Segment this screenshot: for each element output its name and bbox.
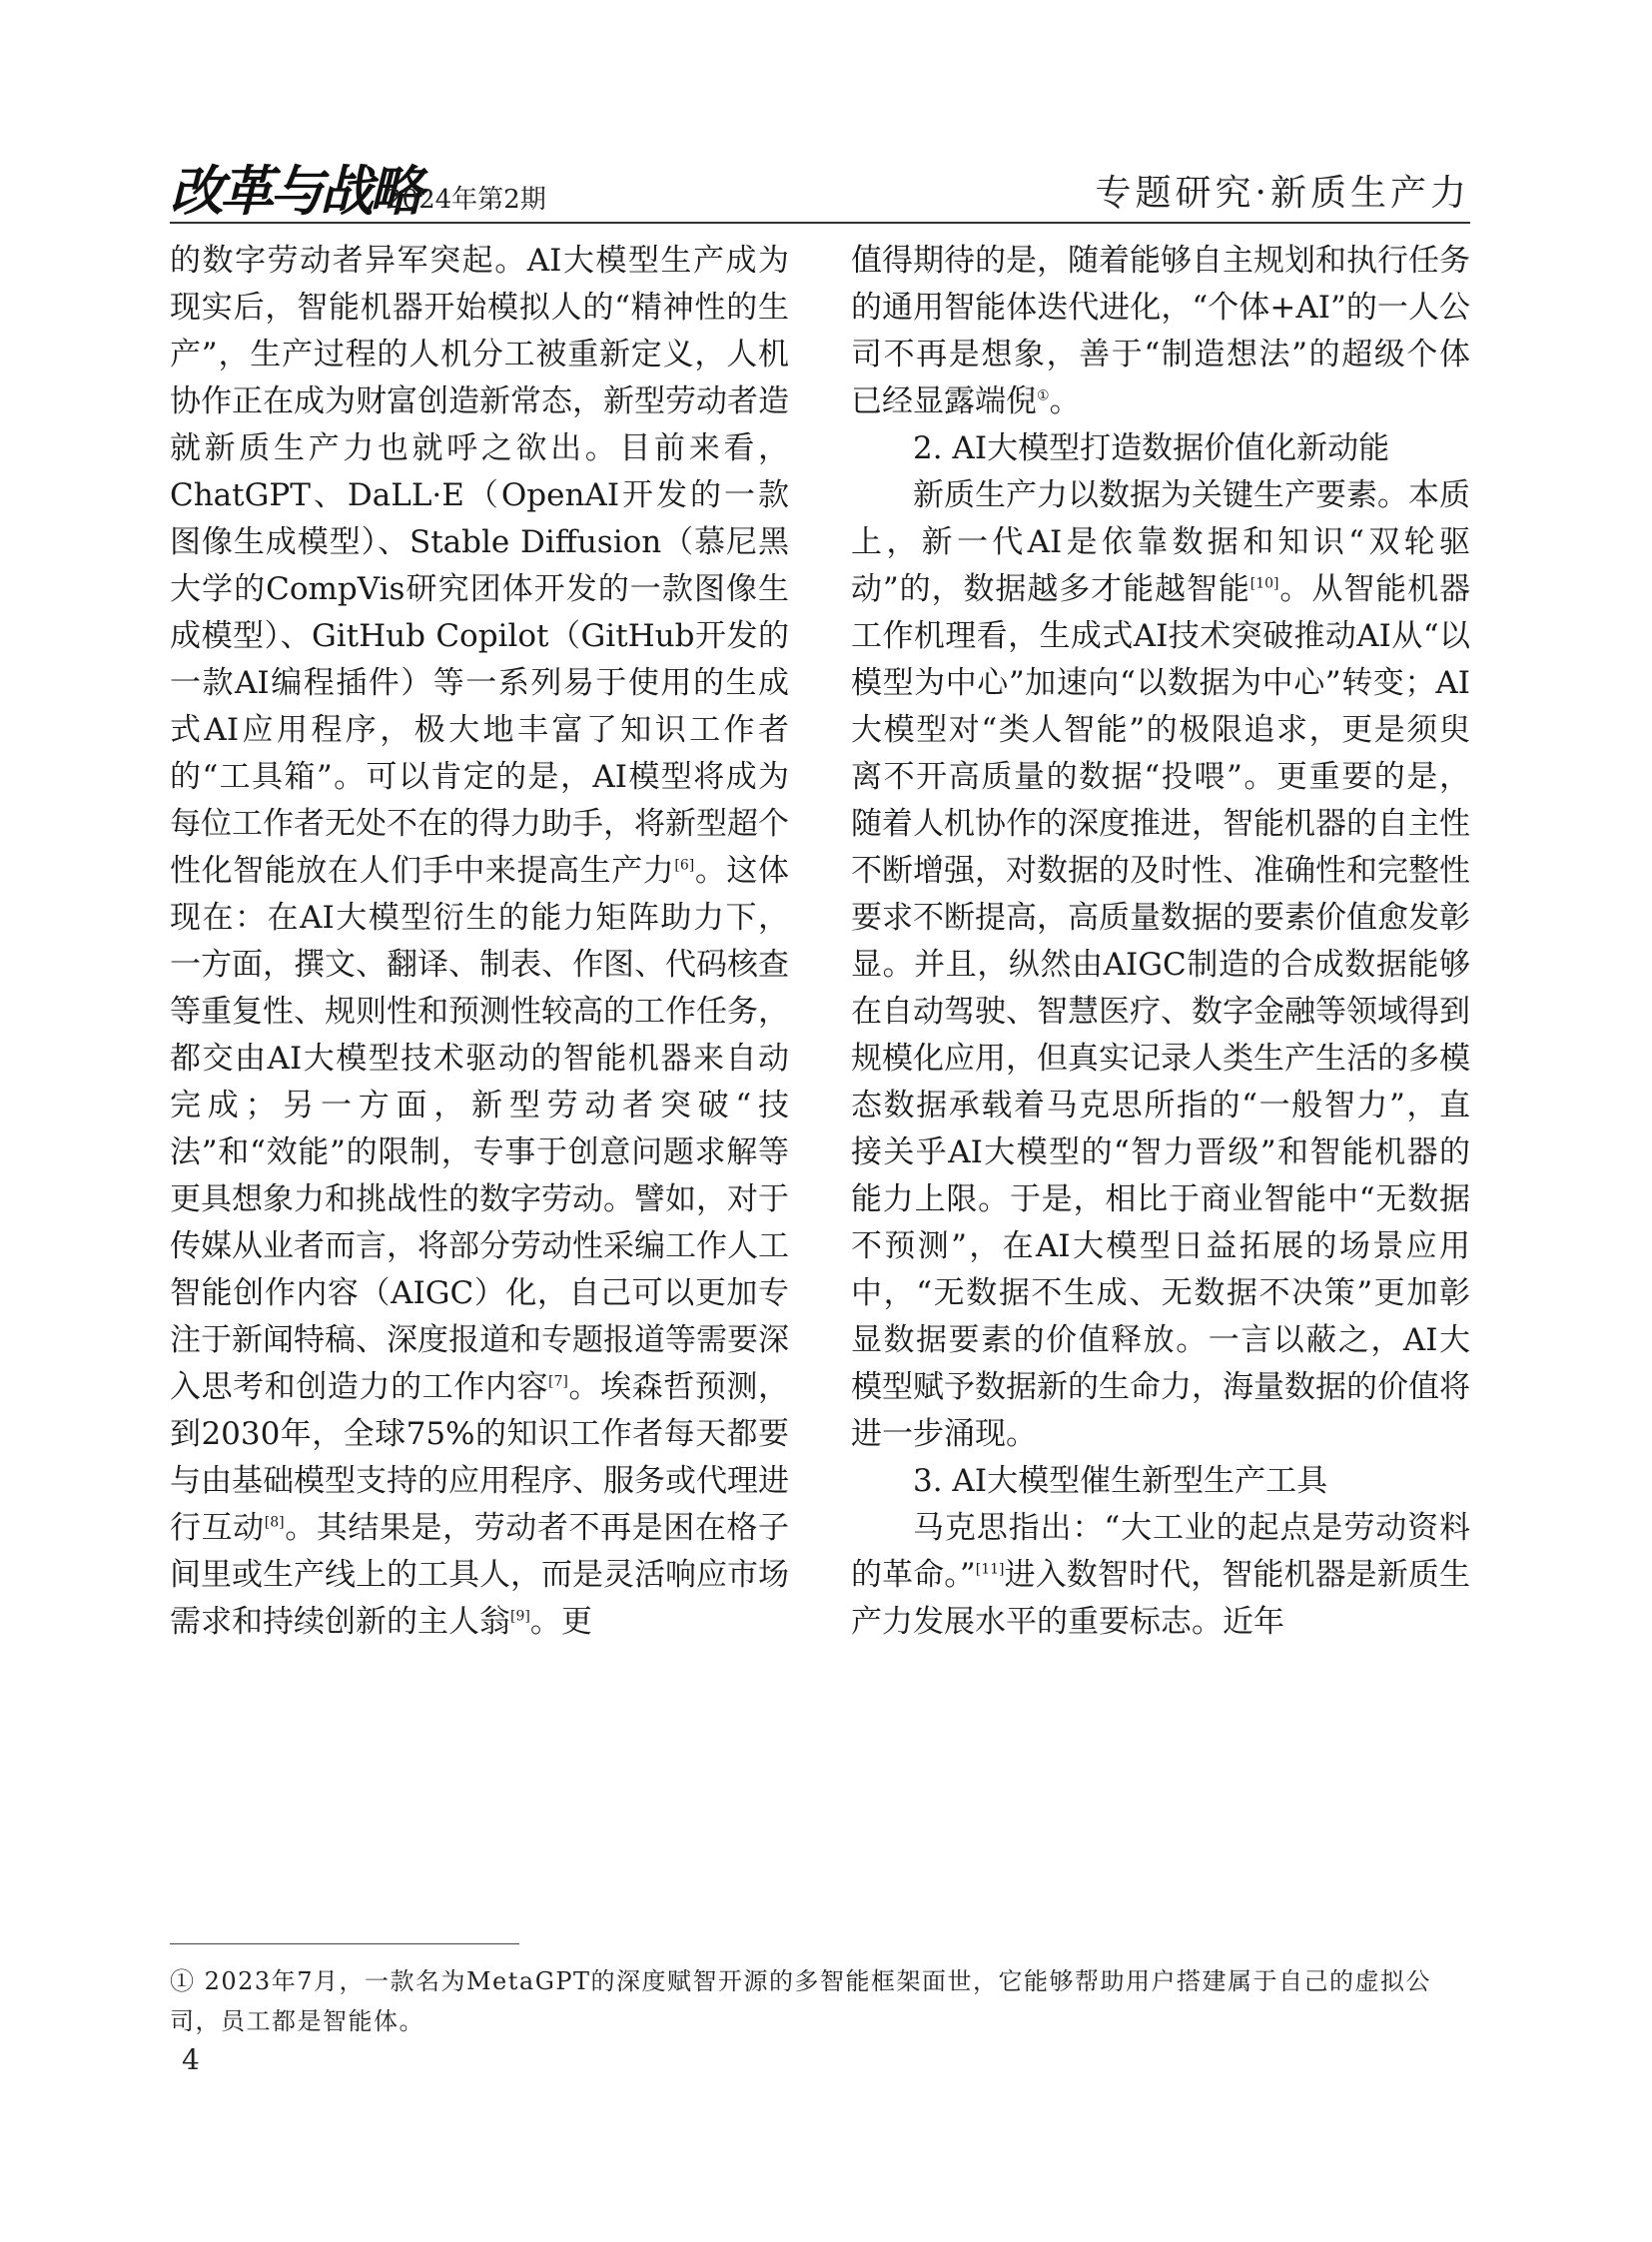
text-run: 。更	[529, 1604, 592, 1640]
citation-ref: [9]	[510, 1608, 530, 1625]
issue-label: 2024年第2期	[386, 185, 546, 215]
text-run: 值得期待的是，随着能够自主规划和执行任务的通用智能体迭代进化，“个体+AI”的一人公司不再是想象，善于“制造想法”的超级个体已经显露端倪	[851, 243, 1470, 419]
page-header	[170, 160, 1470, 222]
section-heading: 2. AI大模型打造数据价值化新动能	[913, 430, 1390, 466]
page-number: 4	[182, 2043, 200, 2076]
left-column	[170, 238, 789, 1646]
footnote: ① 2023年7月，一款名为MetaGPT的深度赋智开源的多智能框架面世，它能够帮助用户搭建属于自己的虚拟公司，员工都是智能体。	[170, 1967, 1432, 2035]
text-run: 。	[1049, 383, 1081, 419]
text-run: 的数字劳动者异军突起。AI大模型生产成为现实后，智能机器开始模拟人的“精神性的生产”，生产过程的人机分工被重新定义，人机协作正在成为财富创造新常态，新型劳动者造就新质生产力也就呼之欲出。目前来看，ChatGPT、DaLL·E（OpenAI开发的一款图像生成模型）、Stable Diffusion（慕尼黑大学的CompVis研究团体开发的一款图像生成模型）、GitHub Copilot（GitHub开发的一款AI编程插件）等一系列易于使用的生成式AI应用程序，极大地丰富了知识工作者的“工具箱”。可以肯定的是，AI模型将成为每位工作者无处不在的得力助手，将新型超个性化智能放在人们手中来提高生产力	[170, 243, 789, 889]
footnote-rule	[170, 1943, 519, 1944]
citation-ref: [6]	[674, 857, 695, 874]
section-title: 专题研究·新质生产力	[1095, 173, 1470, 214]
body-paragraph	[851, 472, 1470, 1458]
text-run: 新质生产力以数据为关键生产要素。本质上，新一代AI是依靠数据和知识“双轮驱动”的，数据越多才能越智能	[851, 477, 1470, 607]
body-paragraph	[851, 238, 1470, 425]
header-rule	[170, 222, 1470, 224]
journal-logo: 改革与战略	[170, 159, 419, 223]
body-paragraph	[851, 1505, 1470, 1646]
citation-ref: [7]	[548, 1373, 568, 1390]
citation-ref: [10]	[1249, 575, 1279, 592]
section-heading: 3. AI大模型催生新型生产工具	[913, 1463, 1328, 1499]
footnote-marker[interactable]: ①	[1037, 387, 1050, 404]
text-run: 。这体现在：在AI大模型衍生的能力矩阵助力下，一方面，撰文、翻译、制表、作图、代码核查等重复性、规则性和预测性较高的工作任务，都交由AI大模型技术驱动的智能机器来自动完成；另一方面，新型劳动者突破“技法”和“效能”的限制，专事于创意问题求解等更具想象力和挑战性的数字劳动。譬如，对于传媒从业者而言，将部分劳动性采编工作人工智能创作内容（AIGC）化，自己可以更加专注于新闻特稿、深度报道和专题报道等需要深入思考和创造力的工作内容	[170, 853, 790, 1405]
text-run: 。从智能机器工作机理看，生成式AI技术突破推动AI从“以模型为中心”加速向“以数据为中心”转变；AI大模型对“类人智能”的极限追求，更是须臾离不开高质量的数据“投喂”。更重要的是，随着人机协作的深度推进，智能机器的自主性不断增强，对数据的及时性、准确性和完整性要求不断提高，高质量数据的要素价值愈发彰显。并且，纵然由AIGC制造的合成数据能够在自动驾驶、智慧医疗、数字金融等领域得到规模化应用，但真实记录人类生产生活的多模态数据承载着马克思所指的“一般智力”，直接关乎AI大模型的“智力晋级”和智能机器的能力上限。于是，相比于商业智能中“无数据不预测”，在AI大模型日益拓展的场景应用中，“无数据不生成、无数据不决策”更加彰显数据要素的价值释放。一言以蔽之，AI大模型赋予数据新的生命力，海量数据的价值将进一步涌现。	[851, 571, 1470, 1452]
text-run: 进入数智时代，智能机器是新质生产力发展水平的重要标志。近年	[851, 1557, 1470, 1640]
text-run: 马克思指出：“大工业的起点是劳动资料的革命。”	[851, 1510, 1470, 1593]
text-run: 。其结果是，劳动者不再是困在格子间里或生产线上的工具人，而是灵活响应市场需求和持续创新的主人翁	[170, 1510, 790, 1640]
body-paragraph	[170, 238, 789, 1646]
citation-ref: [11]	[975, 1561, 1005, 1578]
citation-ref: [8]	[264, 1514, 285, 1531]
right-column	[851, 238, 1470, 1646]
text-run: 。埃森哲预测，到2030年，全球75%的知识工作者每天都要与由基础模型支持的应用程序、服务或代理进行互动	[170, 1369, 790, 1546]
